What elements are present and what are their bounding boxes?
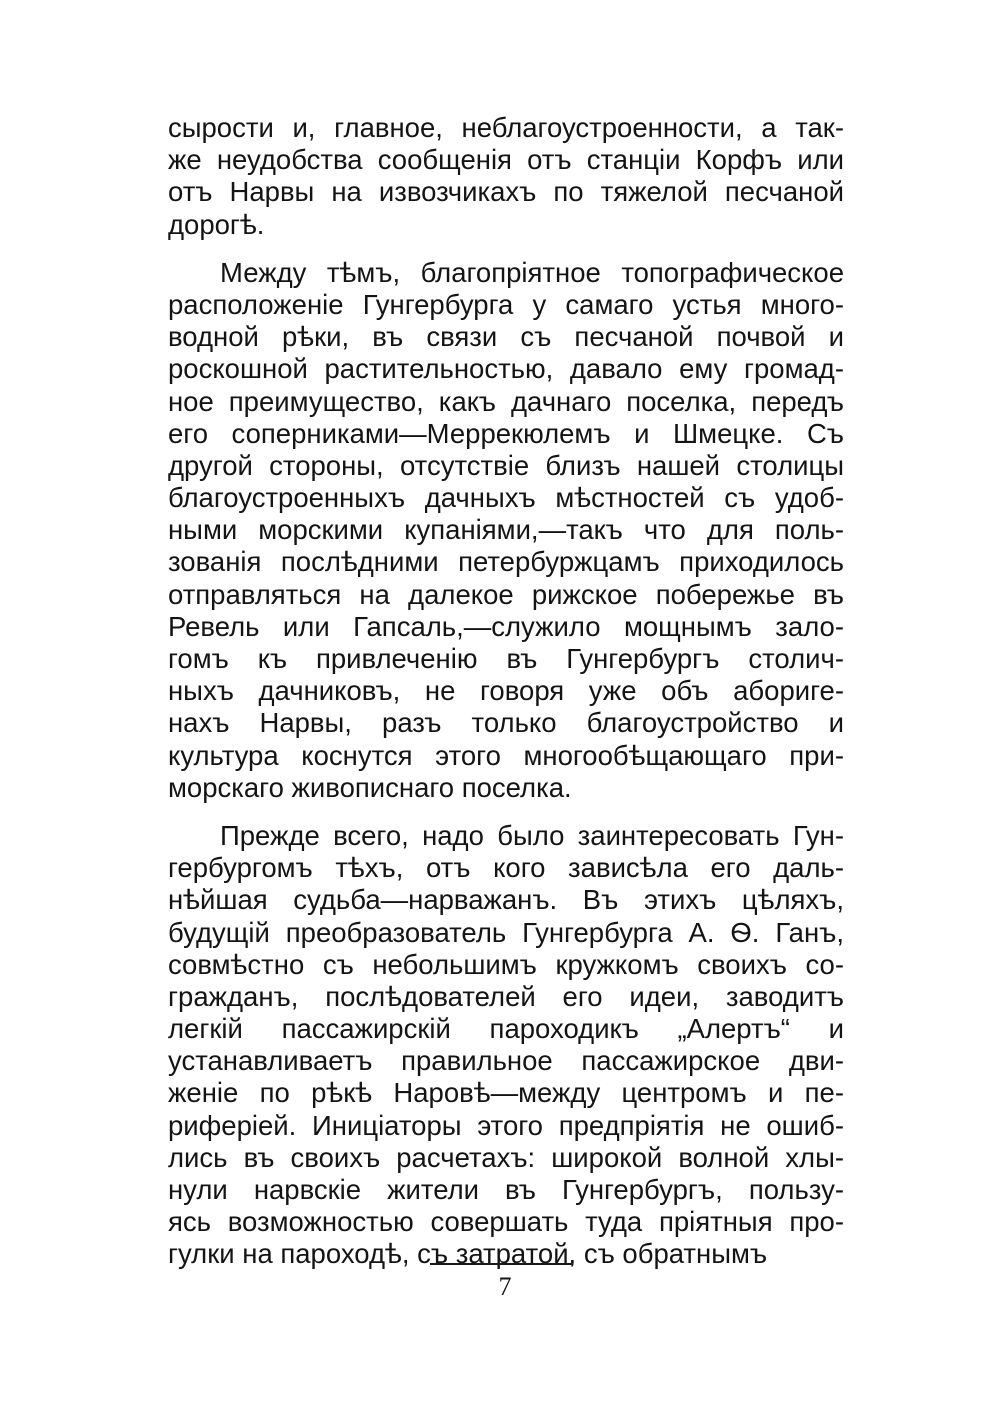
text-line: благоустроенныхъ дачныхъ мѣстностей съ удоб- [168,482,844,514]
text-line: ныхъ дачниковъ, не говоря уже объ абориге- [168,675,844,707]
text-line: устанавливаетъ правильное пассажирское дви- [168,1045,844,1077]
text-line: отправляться на далекое рижское побережье въ [168,578,844,610]
text-line: другой стороны, отсутствіе близъ нашей столицы [168,449,844,481]
footer-rule [430,1263,572,1265]
paragraph [168,820,844,1271]
text-line: Между тѣмъ, благопріятное топографическое [220,256,844,288]
text-line: Прежде всего, надо было заинтересовать Гун- [220,819,844,851]
text-line: водной рѣки, въ связи съ песчаной почвой и [168,321,844,353]
paragraph [168,257,844,804]
text-line: лись въ своихъ расчетахъ: широкой волной хлы- [168,1141,844,1173]
text-line: женіе по рѣкѣ Наровѣ—между центромъ и пе- [168,1077,844,1109]
text-line: расположеніе Гунгербурга у самаго устья много- [168,288,844,320]
text-line: дорогѣ. [168,208,265,240]
text-line: гулки на пароходѣ, съ затратой, съ обратнымъ [168,1238,768,1270]
text-line: роскошной растительностью, давало ему громад- [168,353,844,385]
text-line: легкій пассажирскій пароходикъ „Алертъ“ и [168,1013,844,1045]
text-line: гомъ къ привлеченію въ Гунгербургъ столич- [168,643,844,674]
paragraph [168,112,844,241]
text-line: сырости и, главное, неблагоустроенности, а так- [168,112,844,143]
text-line: ное преимущество, какъ дачнаго поселка, передъ [168,385,844,417]
text-line: нули нарвскіе жители въ Гунгербургъ, пользу- [168,1174,844,1205]
text-line: гражданъ, послѣдователей его идеи, заводитъ [168,980,844,1012]
text-line: же неудобства сообщенія отъ станціи Корфъ или [168,144,844,176]
body-text [168,112,844,1271]
text-line: его соперниками—Меррекюлемъ и Шмецке. Съ [168,417,844,449]
text-line: Ревель или Гапсаль,—служило мощнымъ зало- [168,610,844,642]
text-line: риферіей. Иниціаторы этого предпріятія не ошиб- [168,1109,844,1141]
text-line: морскаго живописнаго поселка. [168,771,572,803]
text-line: нѣйшая судьба—нарважанъ. Въ этихъ цѣляхъ, [168,884,844,916]
page-number: 7 [498,1272,512,1301]
text-line: будущій преобразователь Гунгербурга А. Ѳ. Ганъ, [168,916,844,948]
text-line: совмѣстно съ небольшимъ кружкомъ своихъ со- [168,948,844,980]
text-line: нахъ Нарвы, разъ только благоустройство и [168,707,844,739]
text-line: гербургомъ тѣхъ, отъ кого зависѣла его даль- [168,852,844,884]
text-line: зованія послѣдними петербуржцамъ приходилось [168,546,844,578]
text-line: отъ Нарвы на извозчикахъ по тяжелой песчаной [168,176,844,208]
text-line: ясь возможностью совершать туда пріятныя про- [168,1206,844,1238]
text-line: культура коснутся этого многообѣщающаго при- [168,739,844,771]
text-line: ными морскими купаніями,—такъ что для поль- [168,514,844,546]
